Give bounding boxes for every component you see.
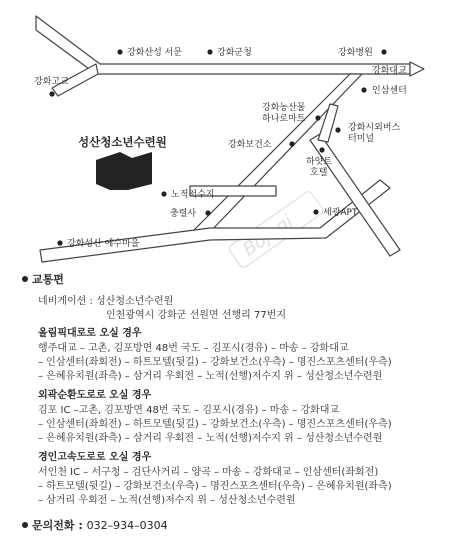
label-gunchung: 강화군청 [217, 48, 252, 58]
label-yesu: 강화성산 예수마을 [67, 239, 140, 249]
marker-sanseong-seomun [117, 49, 122, 54]
route-title: 경인고속도로로 오실 경우 [38, 452, 152, 463]
bullet-icon [22, 522, 28, 528]
marker-health-center [289, 141, 294, 146]
route-line: 김포 IC –고촌, 김포방면 48번 국도 – 김포시(경유) – 마송 – 강화대교 [38, 405, 340, 416]
route-title: 올림픽대로로 오실 경우 [38, 328, 142, 339]
label-high-school: 강화고교 [34, 77, 69, 87]
route-title: 외곽순환도로로 오실 경우 [38, 390, 152, 401]
label-nonghyup-2: 하나로마트 [262, 114, 306, 124]
phone-row: 문의전화 : 032–934–0304 [22, 520, 168, 532]
label-bus-terminal-1: 강화시외버스 [348, 123, 401, 133]
route-line: – 인삼센터(좌회전) – 하트모텔(뒷길) – 강화보건소(우측) – 명진스포츠센터(우측) [38, 357, 392, 368]
label-nojeok: 노적저수지 [171, 190, 215, 200]
navi-row: 네비게이션 : 성산청소년수련원 [38, 296, 174, 307]
road-top [36, 16, 410, 74]
label-hospital: 강화병원 [338, 48, 373, 58]
label-hyatt-1: 하얏트 [306, 157, 333, 167]
marker-gunchung [207, 49, 212, 54]
marker-bus-terminal [335, 127, 340, 132]
marker-hospital [381, 49, 386, 54]
phone-number: 032–934–0304 [86, 519, 168, 532]
route-line: 행주대교 – 고촌, 김포방면 48번 국도 – 김포시(경유) – 마송 – 강화대교 [38, 343, 349, 354]
arrow-daegyo [410, 62, 424, 76]
marker-nonghyup [315, 115, 320, 120]
label-health-center: 강화보건소 [228, 140, 272, 150]
label-insam-center: 인삼센터 [372, 86, 407, 96]
route-line: – 인삼센터(좌회전) – 하트모텔(뒷길) – 강화보건소(우측) – 명진스포츠센터(우측) [38, 419, 392, 430]
bullet-icon [22, 276, 28, 282]
label-daegyo: 강화대교 [372, 66, 407, 76]
route-line: – 삼거리 우회전 – 노적(선행)저수지 위 – 성산청소년수련원 [38, 495, 296, 506]
navi-address: 인천광역시 강화군 선원면 선행리 77번지 [106, 310, 286, 321]
route-line: – 하트모텔(뒷길) – 강화보건소(우측) – 명진스포츠센터(우측) – 은혜유치원(좌측) [38, 481, 392, 492]
marker-chungnyeolsa [205, 210, 210, 215]
label-chungnyeolsa: 충렬사 [170, 209, 197, 219]
label-nonghyup-1: 강화농산물 [262, 103, 306, 113]
label-sanseong-seomun: 강화산성 서문 [127, 48, 183, 58]
route-line: 서인천 IC – 서구청 – 검단사거리 – 양곡 – 마송 – 강화대교 – 인삼센터(좌회전) [38, 467, 379, 478]
location-map [0, 0, 458, 268]
youth-center-building-icon [96, 152, 152, 190]
label-sekwang: 세광APT [323, 208, 358, 218]
label-hyatt-2: 호텔 [310, 168, 328, 178]
marker-high-school [49, 91, 54, 96]
label-bus-terminal-2: 터미널 [348, 134, 375, 144]
marker-nojeok [161, 191, 166, 196]
marker-insam-center [361, 87, 366, 92]
marker-hyatt [319, 147, 324, 152]
route-line: – 은혜유치원(좌측) – 삼거리 우회전 – 노적(선행)저수지 위 – 성산청소년수련원 [38, 371, 383, 382]
traffic-heading: 교통편 [22, 274, 64, 286]
map-title: 성산청소년수련원 [78, 135, 167, 149]
marker-yesu [57, 240, 62, 245]
marker-sekwang [313, 209, 318, 214]
route-line: – 은혜유치원(좌측) – 삼거리 우회전 – 노적(선행)저수지 위 – 성산청소년수련원 [38, 433, 383, 444]
